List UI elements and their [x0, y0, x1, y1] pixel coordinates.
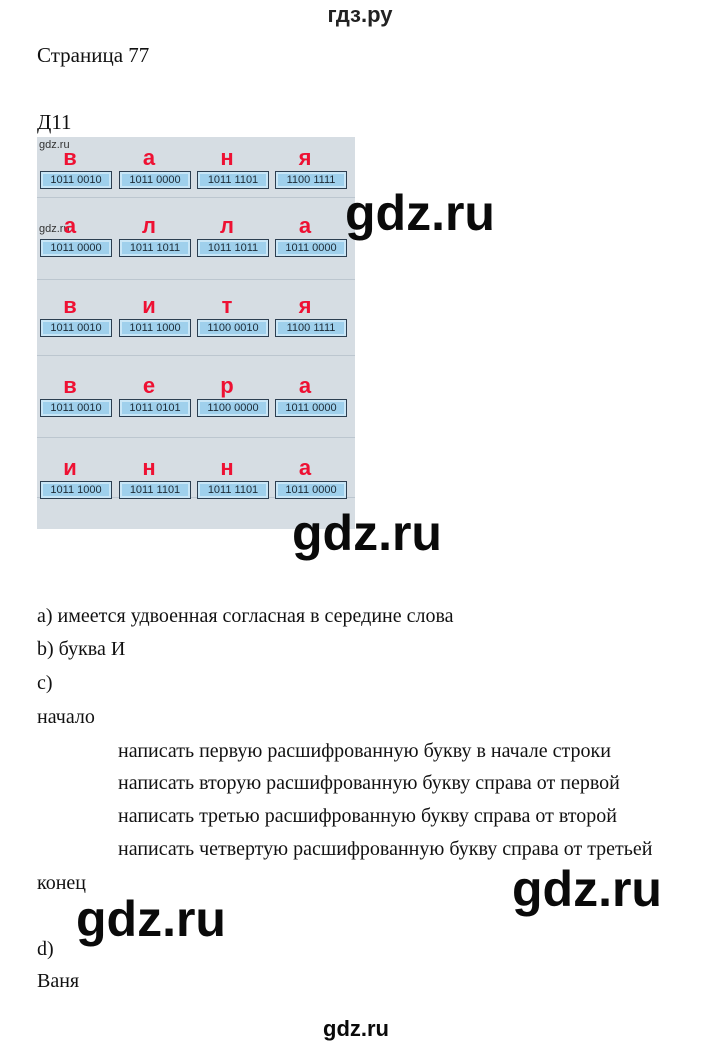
binary-code: 1011 0010: [40, 171, 112, 189]
decoded-letter: в: [63, 373, 77, 398]
binary-code: 1100 1111: [275, 171, 347, 189]
binary-code: 1100 0010: [197, 319, 269, 337]
binary-code: 1011 0101: [119, 399, 191, 417]
letter-code-pair: [119, 213, 193, 273]
decoded-letter: н: [220, 145, 234, 170]
watermark: gdz.ru: [76, 891, 226, 947]
letter-code-pair: [197, 455, 271, 515]
decoded-letter: а: [63, 213, 77, 238]
letter-code-pair: [40, 293, 114, 353]
figure-row: [37, 145, 355, 205]
watermark: gdz.ru: [292, 505, 442, 561]
binary-code: 1100 0000: [197, 399, 269, 417]
letter-code-pair: [275, 145, 349, 205]
answer-c-label: c): [37, 672, 53, 694]
decoded-letter: и: [63, 455, 77, 480]
task-figure: [37, 137, 355, 529]
answer-a: а) имеется удвоенная согласная в середине слова: [37, 605, 454, 627]
binary-code: 1011 1011: [119, 239, 191, 257]
decoded-letter: в: [63, 293, 77, 318]
decoded-letter: в: [63, 145, 77, 170]
figure-row: [37, 293, 355, 353]
decoded-letter: т: [221, 293, 233, 318]
letter-code-pair: [40, 213, 114, 273]
algorithm-step: написать третью расшифрованную букву справа от второй: [118, 805, 617, 827]
letter-code-pair: [197, 293, 271, 353]
decoded-letter: н: [142, 455, 156, 480]
decoded-letter: я: [298, 145, 312, 170]
decoded-letter: я: [298, 293, 312, 318]
answer-d-label: d): [37, 938, 54, 960]
binary-code: 1011 0010: [40, 319, 112, 337]
binary-code: 1011 0000: [40, 239, 112, 257]
binary-code: 1011 1101: [197, 481, 269, 499]
letter-code-pair: [197, 373, 271, 433]
binary-code: 1100 1111: [275, 319, 347, 337]
decoded-letter: е: [142, 373, 156, 398]
algorithm-step: написать первую расшифрованную букву в начале строки: [118, 740, 611, 762]
binary-code: 1011 0000: [275, 239, 347, 257]
decoded-letter: а: [298, 213, 312, 238]
decoded-letter: л: [142, 213, 156, 238]
letter-code-pair: [197, 213, 271, 273]
letter-code-pair: [119, 145, 193, 205]
binary-code: 1011 0000: [275, 399, 347, 417]
watermark: gdz.ru: [323, 1016, 389, 1041]
watermark: gdz.ru: [512, 861, 662, 917]
decoded-letter: н: [220, 455, 234, 480]
binary-code: 1011 1101: [197, 171, 269, 189]
letter-code-pair: [119, 455, 193, 515]
watermark: gdz.ru: [345, 185, 495, 241]
algorithm-step: написать четвертую расшифрованную букву справа от третьей: [118, 838, 653, 860]
binary-code: 1011 1000: [119, 319, 191, 337]
decoded-letter: р: [220, 373, 234, 398]
answer-b: b) буква И: [37, 638, 126, 660]
letter-code-pair: [40, 455, 114, 515]
binary-code: 1011 0010: [40, 399, 112, 417]
algorithm-end: конец: [37, 872, 86, 894]
decoded-letter: а: [298, 373, 312, 398]
binary-code: 1011 0000: [119, 171, 191, 189]
decoded-letter: а: [298, 455, 312, 480]
letter-code-pair: [40, 373, 114, 433]
figure-watermark: gdz.ru: [39, 139, 70, 151]
binary-code: 1011 0000: [275, 481, 347, 499]
letter-code-pair: [119, 373, 193, 433]
algorithm-start: начало: [37, 706, 95, 728]
decoded-letter: и: [142, 293, 156, 318]
decoded-letter: л: [220, 213, 234, 238]
letter-code-pair: [275, 293, 349, 353]
decoded-letter: а: [142, 145, 156, 170]
figure-watermark: gdz.ru: [39, 223, 70, 235]
algorithm-step: написать вторую расшифрованную букву справа от первой: [118, 772, 620, 794]
letter-code-pair: [119, 293, 193, 353]
figure-row: [37, 213, 355, 273]
page-label: Страница 77: [37, 43, 150, 67]
task-label: Д11: [37, 110, 72, 134]
letter-code-pair: [275, 213, 349, 273]
letter-code-pair: [40, 145, 114, 205]
figure-row: [37, 373, 355, 433]
binary-code: 1011 1101: [119, 481, 191, 499]
binary-code: 1011 1011: [197, 239, 269, 257]
site-title: гдз.ру: [327, 2, 393, 27]
letter-code-pair: [197, 145, 271, 205]
letter-code-pair: [275, 373, 349, 433]
answer-d: Ваня: [37, 970, 80, 992]
binary-code: 1011 1000: [40, 481, 112, 499]
